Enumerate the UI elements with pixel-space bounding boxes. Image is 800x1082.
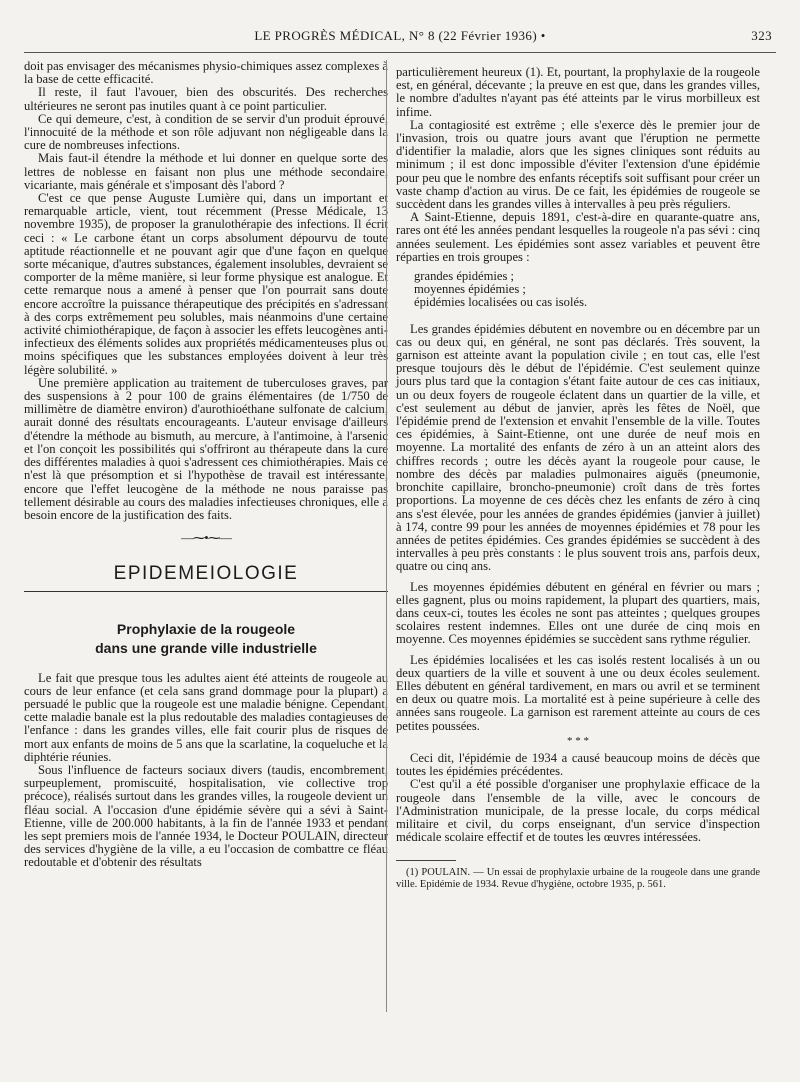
page-number: 323 [751,28,772,43]
paragraph: Les épidémies localisées et les cas isolés restent localisés à un ou deux quartiers de la ville et souvent à une ou deux écoles seulement. Elles débutent en général tardivement, en mars ou avril et se terminent en deux ou quatre mois. La mortalité est à peine supérieure à celle des années sans rougeole. La garnison est rarement atteinte au cours de ces petites poussées. [396,652,760,733]
list-item: épidémies localisées ou cas isolés. [414,295,588,310]
paragraph: Ce qui demeure, c'est, à condition de se servir d'un produit éprouvé, l'innocuité de la méthode et son rôle adjuvant non négligeable dans la cure de nombreuses infections. [24,111,388,153]
section-title: EPIDEMEIOLOGIE [113,563,299,585]
article-title-line-2: dans une grande ville industrielle [95,639,317,656]
paragraph: Les grandes épidémies débutent en novembre ou en décembre par un cas ou deux qui, en général, ne sont pas déclarés. Très souvent, la garnison est atteinte avant la population civile ; en tout cas, elle l'est presque toujours dès le début de l'épidémie. C'est seulement quinze jours plus tard que la contagion s'étant faite autour de ces cas initiaux, un ou deux foyers de rougeole éclatent dans un quartier de la ville, et c'est seulement au début de janvier, après les fêtes de Noël, que l'épidémie prend de l'extension et envahit l'ensemble de la ville. Toutes ces épidémies, à Saint-Etienne, ont une durée de neuf mois en moyenne. La mortalité des enfants de zéro à un an atteint alors des chiffres records ; outre les décès ayant la rougeole pour cause, le nombre des décès par maladies pulmonaires aiguës (pneumonie, bronchite capillaire, broncho-pneumonie) croît dans de très fortes proportions. La moyenne de ces décès chez les enfants de zéro à cinq ans s'est élevée, pour les années de grandes épidémies (janvier à juillet) à 174, contre 99 pour les années de moyennes épidémies et 78 pour les années de petites épidémies. Ces grandes épidémies se succèdent à des intervalles à peu près constants : le plus souvent trois ans, parfois deux, quatre ou cinq ans. [396,321,760,574]
paragraph: La contagiosité est extrême ; elle s'exerce dès le premier jour de l'invasion, trois ou quatre jours avant que l'éruption ne permette d'identifier la maladie, alors que les signes cliniques sont réduits au minimum ; il est donc impossible d'éviter l'extension d'une épidémie pour peu que le nombre des enfants réceptifs soit suffisant pour créer un vaste champ d'action au virus. De ce fait, les épidémies de rougeole se succèdent dans les grandes villes à intervalles à peu près réguliers. [396,117,760,212]
epidemic-groups-list [414,270,760,310]
paragraph: Ceci dit, l'épidémie de 1934 a causé beaucoup moins de décès que toutes les épidémies précédentes. [396,750,760,779]
paragraph: Il reste, il faut l'avouer, bien des obscurités. Des recherches ultérieures ne seront pas inutiles quant à ce point particulier. [24,85,388,113]
running-header [28,28,772,48]
paragraph: Les moyennes épidémies débutent en général en février ou mars ; elles gagnent, plus ou moins rapidement, la plupart des quartiers, mais, dans ceux-ci, toutes les écoles ne sont pas atteintes ; quelques groupes scolaires restent indemnes. Elles ont une durée de cinq mois en moyenne. Ces moyennes épidémies se succèdent sans rythme régulier. [396,579,760,647]
paragraph: Sous l'influence de facteurs sociaux divers (taudis, encombrement, surpeuplement, promiscuité, hospitalisation, vie collective trop précoce), réalisés surtout dans les grandes villes, la rougeole devient un fléau social. A l'occasion d'une épidémie sévère qui a sévi à Saint-Etienne, ville de 200.000 habitants, à la fin de l'année 1933 et pendant les sept premiers mois de l'année 1934, le Docteur POULAIN, directeur des services d'hygiène de la ville, a eu l'occasion de combattre ce fléau redoutable et d'obtenir des résultats [24,762,388,870]
paragraph: Mais faut-il étendre la méthode et lui donner en quelque sorte des lettres de noblesse en faisant non plus une méthode secondaire, vicariante, mais générale et s'imposant dès l'abord ? [24,151,388,192]
paragraph: Une première application au traitement de tuberculoses graves, par des suspensions à 2 pour 100 de grains élémentaires (de 1/750 de millimètre de diamètre environ) d'aurothioéthane sulfonate de calcium, aurait donné des résultats encourageants. L'auteur envisage d'ailleurs d'étendre la méthode au bismuth, au mercure, à l'antimoine, à l'arsenic et l'on conçoit les possibilités qui s'offriront au thérapeute dans la cure des différentes maladies à quoi s'adressent ces chimiothérapies. Mais ce n'est là que présomption et si l'hypothèse de travail est intéressante, encore que l'effet leucogène de la méthode ne nous paraisse pas tellement désirable au cours des maladies infectieuses chroniques, elle a besoin encore de la justification des faits. [24,375,388,522]
ornament-divider: —⁓•⁓— [181,531,231,546]
paragraph: C'est qu'il a été possible d'organiser une prophylaxie efficace de la rougeole dans l'ensemble de la ville, avec le concours de l'Administration municipale, de la presse locale, du corps médical militaire et civil, du corps enseignant, d'un service d'inspection médicale scolaire effectif et de toutes les œuvres intéressées. [396,777,760,845]
right-column [396,66,760,891]
article-title-line-1: Prophylaxie de la rougeole [116,620,296,637]
article-title [24,620,388,658]
paragraph: A Saint-Etienne, depuis 1891, c'est-à-dire en quarante-quatre ans, rares ont été les années pendant lesquelles la rougeole n'a pas sévi : cinq années seulement. Les épidémies sont assez variables et peuvent être réparties en trois groupes : [396,210,760,264]
list-item: moyennes épidémies ; [414,282,526,297]
list-item: grandes épidémies ; [414,269,515,284]
left-column [24,60,388,870]
paragraph: particulièrement heureux (1). Et, pourtant, la prophylaxie de la rougeole est, en général, décevante ; la preuve en est que, dans les grandes villes, le nombre d'adultes n'ayant pas été atteints par le virus morbilleux est infime. [396,65,760,119]
column-divider [386,60,387,1012]
journal-header-title: LE PROGRÈS MÉDICAL, N° 8 (22 Février 1936) • [254,28,546,43]
footnote: (1) POULAIN. — Un essai de prophylaxie urbaine de la rougeole dans une grande ville. Epidémie de 1934. Revue d'hygiène, octobre 1935, p. 561. [396,867,760,891]
footnote-rule [396,860,456,861]
paragraph: doit pas envisager des mécanismes physio-chimiques assez complexes à la base de cette efficacité. [24,59,388,87]
header-rule [24,52,776,53]
paragraph: C'est ce que pense Auguste Lumière qui, dans un important et remarquable article, vient, tout récemment (Presse Médicale, 13 novembre 1935), de proposer la granulothérapie des infections. Il écrit ceci : « Le carbone étant un corps absolument dépourvu de toute aptitude réactionnelle et ne pouvant agir que d'une façon en quelque sorte mécanique, d'autres substances, également insolubles, devraient se comporter de la même manière, si leur forme physique est analogue. Et cette remarque nous a amené à penser que l'on pourrait sans doute encore accroître la puissance thérapeutique des précipités en s'adressant à des corps extrêmement peu solubles, mais néanmoins d'une certaine activité chimiothérapique, de façon à associer les effets leucogènes anti-infectieux des éléments solides aux propriétés médicamenteuses plus ou moins spécifiques que les substances employées doivent à leur très légère solubilité. » [24,191,388,377]
section-rule [24,591,388,592]
asterism: * * * [567,734,589,747]
paragraph: Le fait que presque tous les adultes aient été atteints de rougeole au cours de leur enfance (et cela sans grand dommage pour la plupart) a persuadé le public que la rougeole est une maladie bénigne. Cependant, cette maladie banale est la plus redoutable des maladies contagieuses de l'enfance : dans les grandes villes, elle fait courir plus de risques de mort aux enfants de moins de 5 ans que la scarlatine, la coqueluche et la diphtérie réunies. [24,670,388,764]
